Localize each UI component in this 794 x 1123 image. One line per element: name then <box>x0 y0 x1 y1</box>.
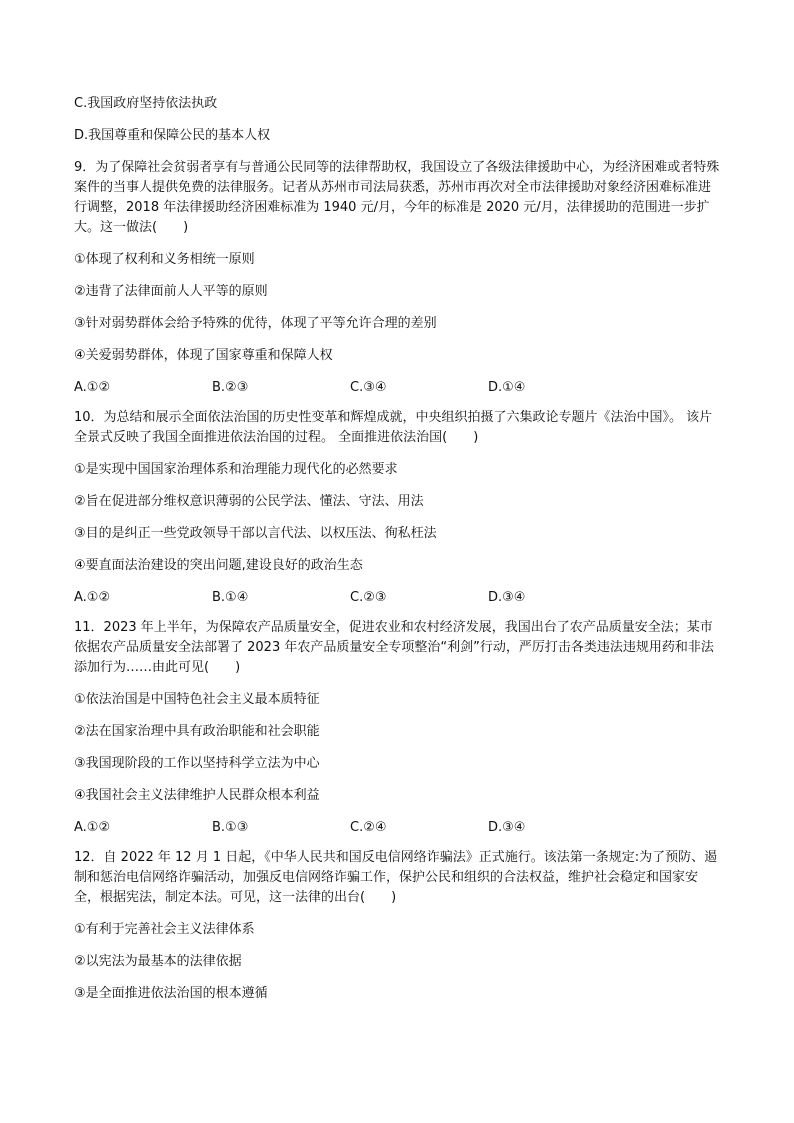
q10-stem: 10．为总结和展示全面依法治国的历史性变革和辉煌成就，中央组织拍摄了六集政论专题片《法治中国》。 该片全景式反映了我国全面推进依法治国的过程。 全面推进依法治国( ) <box>74 410 713 445</box>
q10-item-3: ③目的是纠正一些党政领导干部以言代法、以权压法、徇私枉法 <box>74 526 437 541</box>
q11-stem: 11．2023 年上半年，为保障农产品质量安全，促进农业和农村经济发展，我国出台了农产品质量安全法；某市依据农产品质量安全法部署了 2023 年农产品质量安全专项整治“利剑”行动，严厉打击各类违法违规用药和非法添加行为……由此可见( ) <box>74 620 714 675</box>
q9-options <box>74 378 722 398</box>
q9-item-2: ②违背了法律面前人人平等的原则 <box>74 284 268 299</box>
q11-item-2: ②法在国家治理中具有政治职能和社会职能 <box>74 724 320 739</box>
q10-item-4: ④要直面法治建设的突出问题,建设良好的政治生态 <box>74 558 363 573</box>
q8-option-c: C.我国政府坚持依法执政 <box>74 96 218 111</box>
q10-options <box>74 588 722 608</box>
q11-option-c: C.②④ <box>350 820 387 835</box>
q10-option-a: A.①② <box>74 590 111 605</box>
q11-option-b: B.①③ <box>212 820 249 835</box>
q9-option-c: C.③④ <box>350 380 387 395</box>
q10-option-d: D.③④ <box>488 590 526 605</box>
q9-option-a: A.①② <box>74 380 111 395</box>
q9-item-4: ④关爱弱势群体，体现了国家尊重和保障人权 <box>74 348 333 363</box>
q9-stem: 9．为了保障社会贫弱者享有与普通公民同等的法律帮助权，我国设立了各级法律援助中心，为经济困难或者特殊案件的当事人提供免费的法律服务。记者从苏州市司法局获悉，苏州市再次对全市法律援助对象经济困难标准进行调整，2018 年法律援助经济困难标准为 1940 元/月，今年的标准是 2020 元/月，法律援助的范围进一步扩大。这一做法( ) <box>74 160 720 235</box>
q10-item-2: ②旨在促进部分维权意识薄弱的公民学法、懂法、守法、用法 <box>74 494 424 509</box>
q12-item-2: ②以宪法为最基本的法律依据 <box>74 954 242 969</box>
q11-options <box>74 818 722 838</box>
q11-option-d: D.③④ <box>488 820 526 835</box>
q10-option-b: B.①④ <box>212 590 249 605</box>
q9-item-3: ③针对弱势群体会给予特殊的优待，体现了平等允许合理的差别 <box>74 316 437 331</box>
q11-item-1: ①依法治国是中国特色社会主义最本质特征 <box>74 692 320 707</box>
q9-item-1: ①体现了权利和义务相统一原则 <box>74 252 255 267</box>
q11-option-a: A.①② <box>74 820 111 835</box>
q10-option-c: C.②③ <box>350 590 387 605</box>
q11-item-3: ③我国现阶段的工作以坚持科学立法为中心 <box>74 756 320 771</box>
q12-stem: 12．自 2022 年 12 月 1 日起，《中华人民共和国反电信网络诈骗法》正式施行。该法第一条规定:为了预防、遏制和惩治电信网络诈骗活动，加强反电信网络诈骗工作，保护公民和组织的合法权益，维护社会稳定和国家安全，根据宪法，制定本法。可见，这一法律的出台( ) <box>74 850 718 905</box>
exam-page <box>74 94 722 1016</box>
q12-item-1: ①有利于完善社会主义法律体系 <box>74 922 255 937</box>
q11-item-4: ④我国社会主义法律维护人民群众根本利益 <box>74 788 320 803</box>
q9-option-d: D.①④ <box>488 380 526 395</box>
q8-option-d: D.我国尊重和保障公民的基本人权 <box>74 128 271 143</box>
q10-item-1: ①是实现中国国家治理体系和治理能力现代化的必然要求 <box>74 462 398 477</box>
q9-option-b: B.②③ <box>212 380 249 395</box>
q12-item-3: ③是全面推进依法治国的根本遵循 <box>74 986 268 1001</box>
